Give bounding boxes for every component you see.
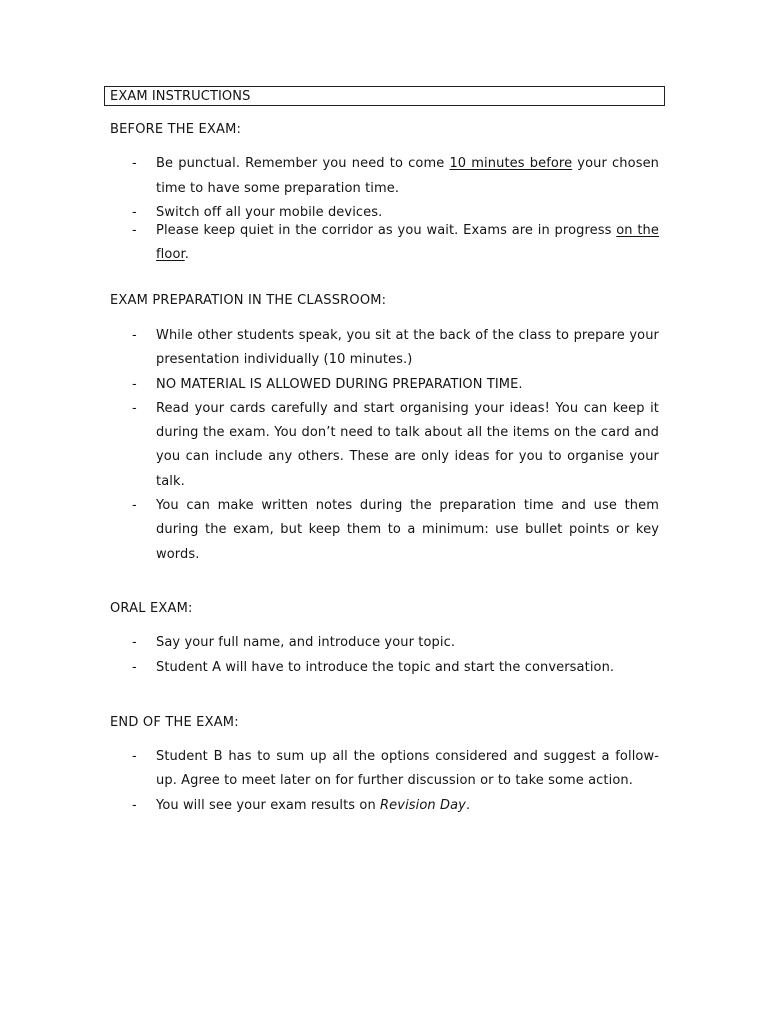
list-item — [110, 324, 659, 373]
list-item — [110, 794, 659, 818]
bullet-dash: - — [132, 376, 137, 392]
text-run: Be punctual. Remember you need to come — [156, 156, 450, 171]
section-heading: END OF THE EXAM: — [110, 715, 239, 730]
bullet-list — [110, 631, 659, 680]
bullet-list — [110, 152, 659, 268]
list-item — [110, 219, 659, 268]
bullet-dash: - — [132, 222, 137, 238]
bullet-dash: - — [132, 156, 137, 171]
list-item — [110, 656, 659, 681]
section-before-the-exam — [110, 121, 659, 268]
bullet-dash: - — [132, 498, 137, 514]
bullet-list — [110, 745, 659, 818]
bullet-text — [156, 373, 659, 397]
title-box — [104, 86, 665, 106]
bullet-dash: - — [132, 205, 137, 220]
list-item — [110, 397, 659, 494]
text-run: . — [465, 797, 471, 813]
text-run: You will see your exam results on — [156, 797, 381, 813]
bullet-text — [156, 219, 659, 268]
bullet-text — [156, 631, 659, 656]
bullet-text — [156, 152, 659, 201]
underlined-phrase: on the floor — [156, 222, 659, 262]
bullet-text — [156, 656, 659, 681]
bullet-dash: - — [132, 400, 137, 416]
section-heading: EXAM PREPARATION IN THE CLASSROOM: — [110, 293, 387, 308]
text-run: Read your cards carefully and start organising your ideas! You can keep it during the exam. You don’t need to talk about all the items on the card and you can include any others. These are only ideas for you to organise your talk. — [156, 400, 659, 489]
text-run: Switch off all your mobile devices. — [156, 205, 383, 220]
text-run: . — [184, 247, 189, 262]
bullet-dash: - — [132, 749, 137, 764]
list-item — [110, 494, 659, 567]
text-run: While other students speak, you sit at the back of the class to prepare your presentation individually (10 minutes.) — [156, 328, 659, 368]
text-run: You can make written notes during the preparation time and use them during the exam, but keep them to a minimum: use bullet points or key words. — [156, 498, 659, 562]
section-oral-exam — [110, 600, 659, 680]
list-item — [110, 745, 659, 794]
text-run: Student B has to sum up all the options considered and suggest a follow-up. Agree to meet later on for further discussion or to take some action. — [156, 749, 659, 789]
bullet-text — [156, 794, 659, 818]
list-item — [110, 631, 659, 656]
bullet-text — [156, 494, 659, 567]
text-run: Say your full name, and introduce your topic. — [156, 635, 456, 650]
section-exam-preparation-in-the-classroom — [110, 292, 659, 567]
document-title: EXAM INSTRUCTIONS — [110, 89, 251, 104]
bullet-text — [156, 745, 659, 794]
underlined-phrase: 10 minutes before — [449, 156, 573, 171]
section-end-of-the-exam — [110, 714, 659, 818]
bullet-list — [110, 324, 659, 567]
italic-phrase: Revision Day — [380, 797, 466, 813]
text-run: NO MATERIAL IS ALLOWED DURING PREPARATION TIME. — [156, 376, 523, 392]
bullet-dash: - — [132, 797, 137, 813]
bullet-dash: - — [132, 328, 137, 343]
list-item — [110, 373, 659, 397]
section-heading: ORAL EXAM: — [110, 601, 193, 616]
text-run: Please keep quiet in the corridor as you wait. Exams are in progress — [156, 222, 617, 238]
text-run: your chosen time to have some preparation time. — [156, 156, 660, 196]
bullet-text — [156, 324, 659, 373]
section-heading: BEFORE THE EXAM: — [110, 122, 242, 137]
bullet-dash: - — [132, 659, 137, 675]
bullet-dash: - — [132, 635, 137, 650]
list-item — [110, 152, 659, 201]
text-run: Student A will have to introduce the topic and start the conversation. — [156, 659, 615, 675]
bullet-text — [156, 397, 659, 494]
